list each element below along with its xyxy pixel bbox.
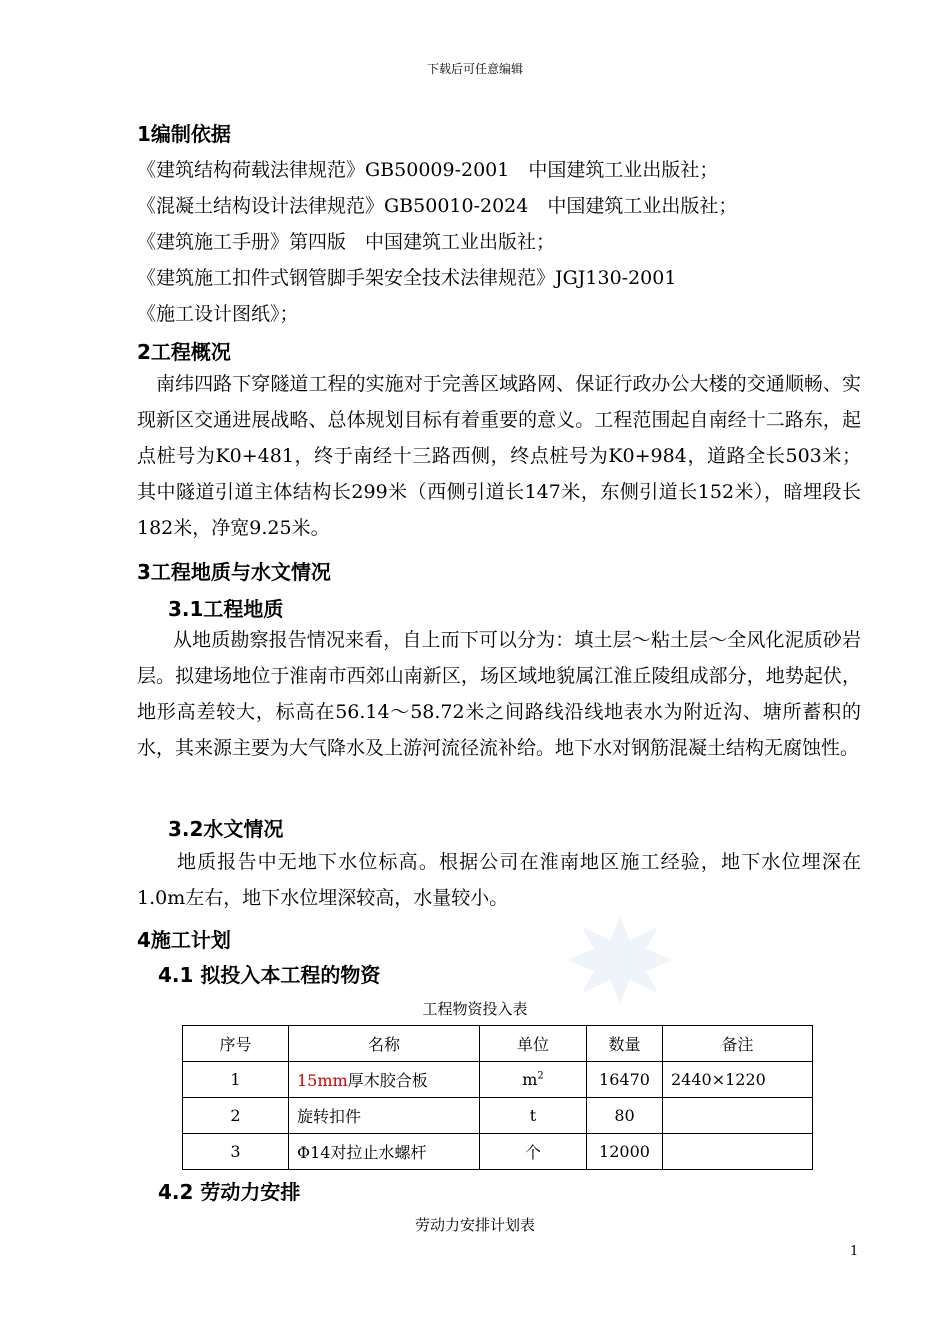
materials-table xyxy=(182,1025,813,1170)
table-cell xyxy=(663,1134,813,1170)
reference-line-1: 《建筑结构荷载法律规范》GB50009-2001 中国建筑工业出版社； xyxy=(137,159,719,181)
project-overview-paragraph: 南纬四路下穿隧道工程的实施对于完善区域路网、保证行政办公大楼的交通顺畅、实现新区交通进展战略、总体规划目标有着重要的意义。工程范围起自南经十二路东，起点桩号为K0+481，终于南经十三路西侧，终点桩号为K0+984，道路全长503米；其中隧道引道主体结构长299米（西侧引道长147米，东侧引道长152米），暗埋段长182米，净宽9.25米。 xyxy=(137,373,861,539)
hydrology-paragraph: 地质报告中无地下水位标高。根据公司在淮南地区施工经验，地下水位埋深在1.0m左右，地下水位埋深较高，水量较小。 xyxy=(137,851,861,909)
subsection-3-2-title: 3.2水文情况 xyxy=(168,817,284,841)
table-cell: 个 xyxy=(480,1134,587,1170)
header-cell: 序号 xyxy=(183,1026,289,1062)
table-cell: $m^2$ xyxy=(480,1062,587,1098)
reference-line-3: 《建筑施工手册》第四版 中国建筑工业出版社； xyxy=(137,231,556,253)
section-3-title: 3工程地质与水文情况 xyxy=(137,560,331,584)
section-2-title: 2工程概况 xyxy=(137,340,231,364)
table-cell: t xyxy=(480,1098,587,1134)
section-4-title: 4施工计划 xyxy=(137,928,231,952)
highlighted-spec: 15mm xyxy=(297,1071,348,1090)
materials-table-caption: 工程物资投入表 xyxy=(422,1000,528,1018)
table-cell: 1 xyxy=(183,1062,289,1098)
subsection-4-2-title: 4.2 劳动力安排 xyxy=(158,1180,301,1204)
table-cell: 16470 xyxy=(587,1062,663,1098)
table-cell: 80 xyxy=(587,1098,663,1134)
table-cell: 旋转扣件 xyxy=(289,1098,480,1134)
labor-table-caption: 劳动力安排计划表 xyxy=(414,1216,535,1234)
reference-line-5: 《施工设计图纸》； xyxy=(137,303,299,325)
table-cell: 2440×1220 xyxy=(663,1062,813,1098)
reference-line-4: 《建筑施工扣件式钢管脚手架安全技术法律规范》JGJ130-2001 xyxy=(137,267,677,289)
header-note: 下载后可任意编辑 xyxy=(426,62,523,76)
header-cell: 数量 xyxy=(587,1026,663,1062)
table-header-row xyxy=(183,1026,813,1062)
header-cell: 备注 xyxy=(663,1026,813,1062)
header-cell: 名称 xyxy=(289,1026,480,1062)
section-1-title: 1编制依据 xyxy=(137,122,231,146)
table-row xyxy=(183,1134,813,1170)
table-cell xyxy=(289,1062,480,1098)
subsection-4-1-title: 4.1 拟投入本工程的物资 xyxy=(158,963,381,987)
table-row xyxy=(183,1062,813,1098)
table-cell: 2 xyxy=(183,1098,289,1134)
page-number: 1 xyxy=(850,1244,859,1259)
watermark-logo xyxy=(560,915,680,1009)
table-cell xyxy=(663,1098,813,1134)
table-cell: 3 xyxy=(183,1134,289,1170)
subsection-3-1-title: 3.1工程地质 xyxy=(168,597,284,621)
table-cell: 12000 xyxy=(587,1134,663,1170)
geology-paragraph: 从地质勘察报告情况来看，自上而下可以分为：填土层～粘土层～全风化泥质砂岩层。拟建场地位于淮南市西郊山南新区，场区域地貌属江淮丘陵组成部分，地势起伏，地形高差较大，标高在56.14～58.72米之间路线沿线地表水为附近沟、塘所蓄积的水，其来源主要为大气降水及上游河流径流补给。地下水对钢筋混凝土结构无腐蚀性。 xyxy=(137,629,861,759)
table-row xyxy=(183,1098,813,1134)
reference-line-2: 《混凝土结构设计法律规范》GB50010-2024 中国建筑工业出版社； xyxy=(137,195,738,217)
header-cell: 单位 xyxy=(480,1026,587,1062)
table-cell: Φ14对拉止水螺杆 xyxy=(289,1134,480,1170)
item-name: 厚木胶合板 xyxy=(347,1071,428,1090)
